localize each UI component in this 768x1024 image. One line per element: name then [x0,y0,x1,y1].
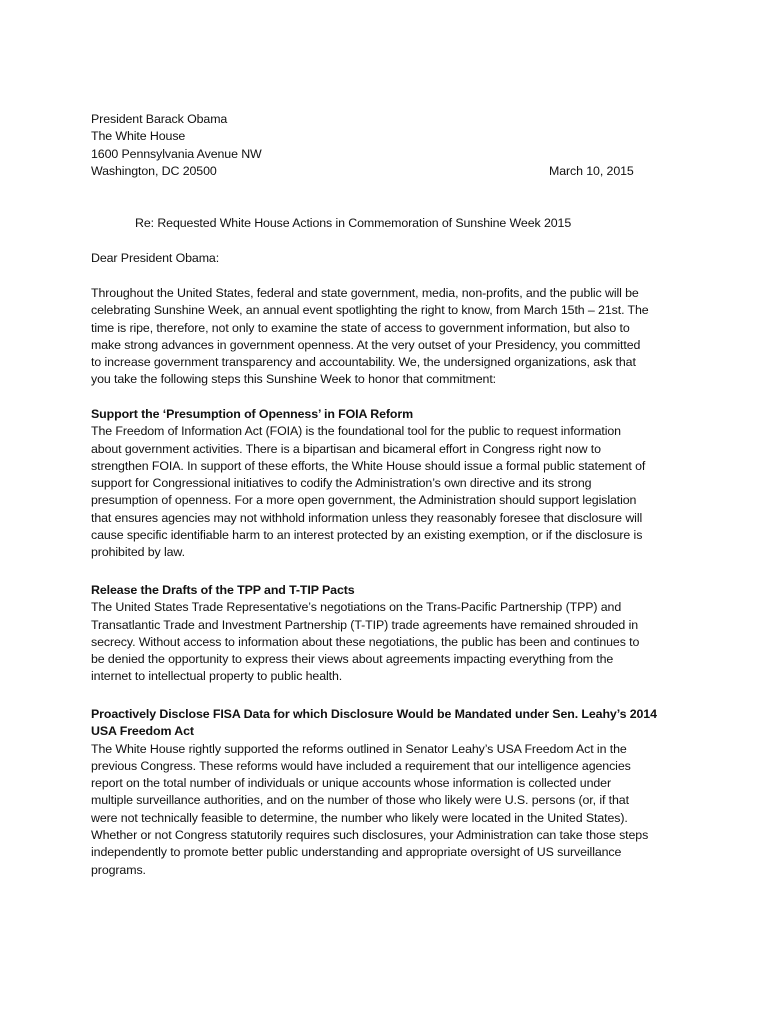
section-foia-reform [91,406,671,562]
section-heading: Proactively Disclose FISA Data for which Disclosure Would be Mandated under Sen. Leahy’s 2014 [91,707,657,721]
address-line: Washington, DC 20500 [91,163,217,178]
paragraph-line: you take the following steps this Sunshine Week to honor that commitment: [91,372,497,387]
paragraph-line: time is ripe, therefore, not only to examine the state of access to government information, but also to [91,320,630,335]
paragraph-line: The Freedom of Information Act (FOIA) is the foundational tool for the public to request information [91,424,621,439]
section-heading: Support the ‘Presumption of Openness’ in FOIA Reform [91,407,414,421]
paragraph-line: celebrating Sunshine Week, an annual event spotlighting the right to know, from March 15th – 21st. The [91,303,649,318]
paragraph-line: prohibited by law. [91,545,185,560]
paragraph-line: cause specific identifiable harm to an interest protected by an existing exemption, or if the disclosure is [91,528,643,543]
paragraph-line: about government activities. There is a bipartisan and bicameral effort in Congress right now to [91,441,601,456]
paragraph-line: were not technically feasible to determine, the number who likely were located in the United States). [91,810,628,825]
paragraph-line: independently to promote better public understanding and appropriate oversight of US surveillance [91,845,622,860]
paragraph-line: previous Congress. These reforms would have included a requirement that our intelligence agencies [91,758,631,773]
paragraph-line: make strong advances in government openness. At the very outset of your Presidency, you committed [91,337,641,352]
address-line: The White House [91,129,186,144]
paragraph-line: internet to intellectual property to public health. [91,669,343,684]
address-line: President Barack Obama [91,112,228,126]
paragraph-line: to increase government transparency and accountability. We, the undersigned organizations, ask that [91,355,636,370]
paragraph-line: presumption of openness. For a more open government, the Administration should support legislation [91,493,637,508]
section-tpp-ttip [91,582,671,686]
paragraph-line: that ensures agencies may not withhold information unless they reasonably foresee that disclosure will [91,510,643,525]
section-fisa-data [91,706,671,879]
paragraph-line: The White House rightly supported the reforms outlined in Senator Leahy’s USA Freedom Act in the [91,741,627,756]
section-heading: USA Freedom Act [91,724,194,739]
paragraph-line: be denied the opportunity to express their views about agreements impacting everything from the [91,652,614,667]
address-line: 1600 Pennsylvania Avenue NW [91,146,262,161]
paragraph-line: strengthen FOIA. In support of these efforts, the White House should issue a formal public statement of [91,458,646,473]
paragraph-line: The United States Trade Representative’s negotiations on the Trans-Pacific Partnership (TPP) and [91,600,622,615]
intro-paragraph [91,285,671,389]
paragraph-line: report on the total number of individuals or unique accounts whose information is collected under [91,776,611,791]
paragraph-line: support for Congressional initiatives to codify the Administration’s own directive and its strong [91,476,592,491]
paragraph-line: multiple surveillance authorities, and on the number of those who likely were U.S. persons (or, if that [91,793,629,808]
paragraph-line: Throughout the United States, federal and state government, media, non-profits, and the public will be [91,286,639,300]
section-heading: Release the Drafts of the TPP and T-TIP Pacts [91,583,355,597]
paragraph-line: Whether or not Congress statutorily requires such disclosures, your Administration can take those steps [91,828,649,843]
paragraph-line: secrecy. Without access to information about these negotiations, the public has been and continues to [91,634,640,649]
paragraph-line: Transatlantic Trade and Investment Partnership (T-TIP) trade agreements have remained shrouded in [91,617,639,632]
paragraph-line: programs. [91,862,146,877]
salutation: Dear President Obama: [91,251,220,265]
subject-line: Re: Requested White House Actions in Commemoration of Sunshine Week 2015 [135,216,572,230]
letter-date: March 10, 2015 [549,164,634,178]
